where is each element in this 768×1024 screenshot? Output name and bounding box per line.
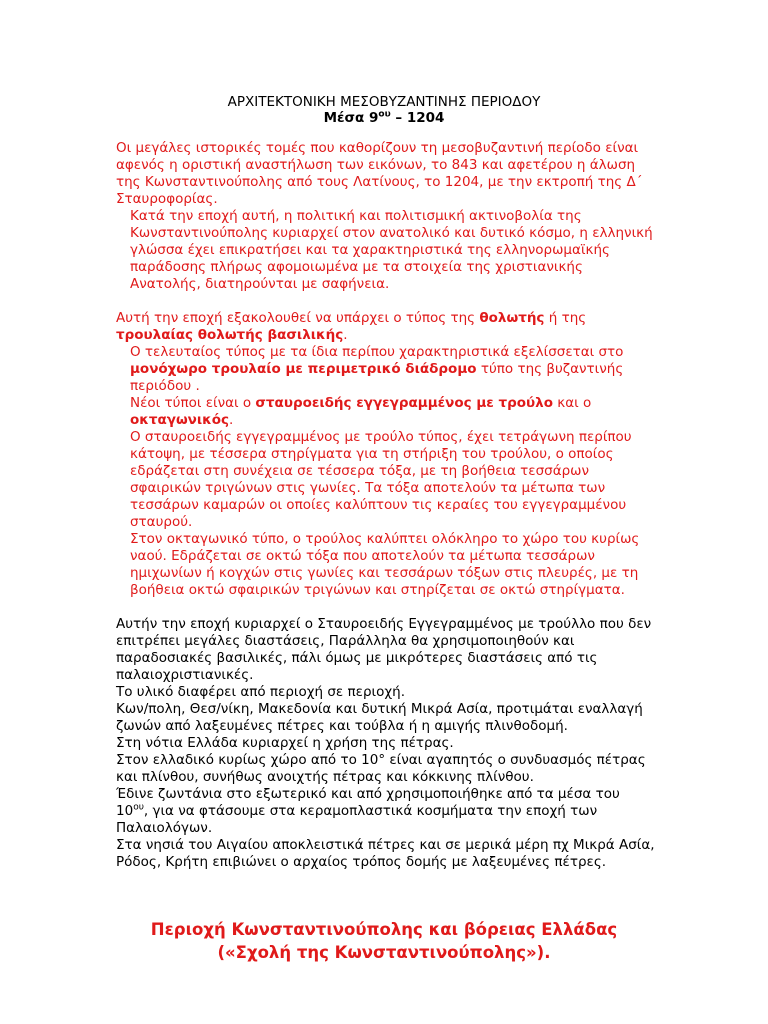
black-section [116, 616, 656, 871]
text-span: Αυτή την εποχή εξακολουθεί να υπάρχει ο τύπος της [116, 310, 480, 326]
paragraph-era: Κατά την εποχή αυτή, η πολιτική και πολιτισμική ακτινοβολία της Κωνσταντινούπολης κυριαρχεί στον ανατολικό και δυτικό κόσμο, η ελληνική γλώσσα έχει επικρατήσει και τα χαρακτηριστικά της ελληνορωμαϊκής παράδοσης πλήρως αφομοιωμένα με τα στοιχεία της χριστιανικής Ανατολής, διατηρούνται με σαφήνεια. [130, 208, 653, 292]
paragraph-evolution [116, 344, 656, 395]
paragraph-cross-in-square: Ο σταυροειδής εγγεγραμμένος με τρούλο τύπος, έχει τετράγωνη περίπου κάτοψη, με τέσσερα στηρίγματα για τη στήριξη του τρούλου, ο οποίος εδράζεται στη συνέχεια σε τέσσερα τόξα, με τη βοήθεια τεσσάρων σφαιρικών τριγώνων στις γωνίες. Τα τόξα αποτελούν τα μέτωπα των τεσσάρων καμαρών οι οποίες καλύπτουν τις κεραίες του εγγεγραμμένου σταυρού. [130, 429, 632, 530]
subtitle-text: Μέσα 9 [323, 110, 379, 126]
document-body [116, 140, 656, 871]
paragraph-intro: Οι μεγάλες ιστορικές τομές που καθορίζουν τη μεσοβυζαντινή περίοδο είναι αφενός η οριστική αναστήλωση των εικόνων, το 843 και αφετέρου η άλωση της Κωνσταντινούπολης από τους Λατίνους, το 1204, με την εκτροπή της Δ΄ Σταυροφορίας. [116, 140, 643, 207]
paragraph-material: Το υλικό διαφέρει από περιοχή σε περιοχή. [116, 684, 405, 700]
section-heading [0, 918, 768, 964]
text-span: Νέοι τύποι είναι ο [130, 395, 256, 411]
text-span: , για να φτάσουμε στα κεραμοπλαστικά κοσμήματα την εποχή των Παλαιολόγων. [116, 803, 598, 836]
subtitle-superscript: ου [378, 109, 391, 120]
term-stavroeidis: σταυροειδής εγγεγραμμένος με τρούλο [255, 395, 553, 411]
text-span: Έδινε ζωντάνια στο εξωτερικό και από χρησιμοποιήθηκε από τα μέσα του 10 [116, 786, 620, 819]
paragraph-south: Στη νότια Ελλάδα κυριαρχεί η χρήση της πέτρας. [116, 735, 454, 751]
section-heading-line2: («Σχολή της Κωνσταντινούπολης»). [217, 943, 551, 962]
text-span: Ο τελευταίος τύπος με τα ίδια περίπου χαρακτηριστικά εξελίσσεται στο [130, 344, 624, 360]
red-section [116, 140, 656, 599]
term-tholoti: θολωτής [479, 310, 545, 326]
paragraph-dominance: Αυτήν την εποχή κυριαρχεί ο Σταυροειδής Εγγεγραμμένος με τρούλλο που δεν επιτρέπει μεγάλες διαστάσεις, Παράλληλα θα χρησιμοποιηθούν και παραδοσιακές βασιλικές, πάλι όμως με μικρότερες διαστάσεις από τις παλαιοχριστιανικές. [116, 616, 652, 683]
text-span: τύπο της βυζαντινής περιόδου . [130, 361, 624, 394]
term-oktagonikos: οκταγωνικός [130, 412, 230, 428]
text-span: και ο [553, 395, 592, 411]
paragraph-regions: Κων/πολη, Θεσ/νίκη, Μακεδονία και δυτική Μικρά Ασία, προτιμάται εναλλαγή ζωνών από λαξευμένες πέτρες και τούβλα ή η αμιγής πλινθοδομή. [116, 701, 643, 734]
document-title: ΑΡΧΙΤΕΚΤΟΝΙΚΗ ΜΕΣΟΒΥΖΑΝΤΙΝΗΣ ΠΕΡΙΟΔΟΥ [227, 94, 541, 110]
paragraph-new-types [116, 395, 656, 429]
paragraph-combination: Στον ελλαδικό κυρίως χώρο από το 10° είναι αγαπητός ο συνδυασμός πέτρας και πλίνθου, συνήθως ανοιχτής πέτρας και κόκκινης πλίνθου. [116, 752, 646, 785]
paragraph-islands: Στα νησιά του Αιγαίου αποκλειστικά πέτρες και σε μερικά μέρη πχ Μικρά Ασία, Ρόδος, Κρήτη επιβιώνει ο αρχαίος τρόπος δομής με λαξευμένες πέτρες. [116, 837, 655, 870]
century-superscript: ου [133, 802, 144, 813]
section-heading-line1: Περιοχή Κωνσταντινούπολης και βόρειας Ελλάδας [150, 920, 618, 939]
paragraph-types [116, 310, 656, 344]
text-span: . [343, 327, 348, 343]
paragraph-liveliness [116, 786, 656, 837]
term-troulaia-basiliki: τρουλαίας θολωτής βασιλικής [116, 327, 344, 343]
text-span: . [229, 412, 234, 428]
subtitle-years: – 1204 [390, 110, 445, 126]
term-monoxoro: μονόχωρο τρουλαίο με περιμετρικό διάδρομο [130, 361, 477, 377]
text-span: ή της [544, 310, 587, 326]
paragraph-octagonal: Στον οκταγωνικό τύπο, ο τρούλος καλύπτει ολόκληρο το χώρο του κυρίως ναού. Εδράζεται σε οκτώ τόξα που αποτελούν τα μέτωπα τεσσάρων ημιχωνίων ή κογχών στις γωνίες και τεσσάρων τόξων στις πλευρές, με τη βοήθεια οκτώ σφαιρικών τριγώνων και στηρίζεται σε οκτώ στηρίγματα. [130, 531, 640, 598]
document-subtitle [0, 110, 768, 126]
